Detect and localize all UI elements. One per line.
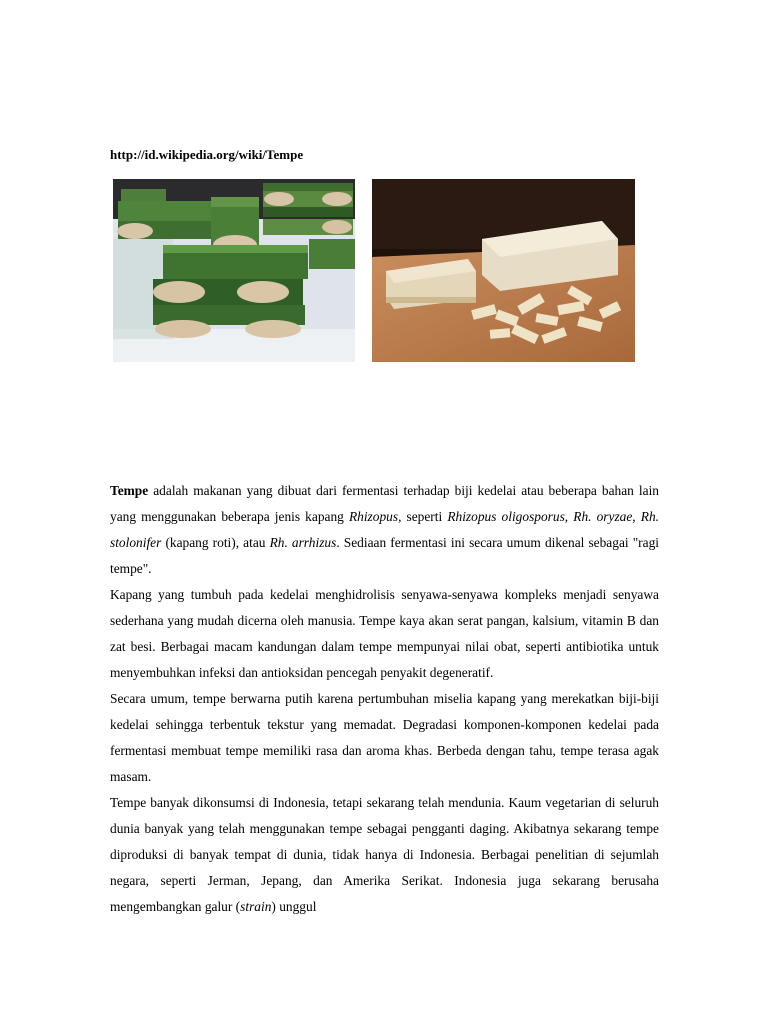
- source-link[interactable]: http://id.wikipedia.org/wiki/Tempe: [110, 147, 304, 162]
- paragraph: [110, 478, 659, 582]
- paragraph-text: Tempe banyak dikonsumsi di Indonesia, tetapi sekarang telah mendunia. Kaum vegetarian di seluruh dunia banyak yang telah menggunakan tempe sebagai pengganti daging. Akibatnya sekarang tempe diproduksi di banyak tempat di dunia, tidak hanya di Indonesia. Berbagai penelitian di sejumlah negara, seperti Jerman, Jepang, dan Amerika Serikat. Indonesia juga sekarang berusaha mengembangkan galur (: [110, 795, 659, 914]
- paragraph-text: ,: [632, 509, 641, 524]
- paragraph: [110, 582, 659, 686]
- tempe-wrapped-in-banana-leaves-illustration: [113, 179, 355, 362]
- paragraph-text: Secara umum, tempe berwarna putih karena pertumbuhan miselia kapang yang merekatkan biji-biji kedelai sehingga terbentuk tekstur yang memadat. Degradasi komponen-komponen kedelai pada fermentasi membuat tempe memiliki rasa dan aroma khas. Berbeda dengan tahu, tempe terasa agak masam.: [110, 691, 659, 784]
- paragraph-text: . Sediaan fermentasi ini secara umum dikenal sebagai "ragi tempe".: [110, 535, 659, 576]
- italic-term: Rhizopus: [348, 509, 399, 524]
- italic-term: Rh. stolonifer: [110, 509, 659, 550]
- paragraph-text: (kapang roti), atau: [161, 535, 270, 550]
- bold-term: Tempe: [110, 483, 149, 498]
- italic-term: Rh. arrhizus: [269, 535, 337, 550]
- paragraph-text: , seperti: [398, 509, 448, 524]
- paragraph-text: adalah makanan yang dibuat dari fermentasi terhadap biji kedelai atau beberapa bahan lain yang menggunakan beberapa jenis kapang: [110, 483, 659, 524]
- article-body: [110, 478, 659, 920]
- tempe-blocks-on-cutting-board-illustration: [372, 179, 635, 362]
- italic-term: strain: [240, 899, 272, 914]
- paragraph-text: ,: [564, 509, 574, 524]
- paragraph: [110, 686, 659, 790]
- tempe-blocks-on-cutting-board-photo: [372, 179, 635, 362]
- paragraph-text: ) unggul: [271, 899, 317, 914]
- italic-term: Rh. oryzae: [573, 509, 633, 524]
- italic-term: Rhizopus oligosporus: [447, 509, 565, 524]
- paragraph-text: Kapang yang tumbuh pada kedelai menghidrolisis senyawa-senyawa kompleks menjadi senyawa sederhana yang mudah dicerna oleh manusia. Tempe kaya akan serat pangan, kalsium, vitamin B dan zat besi. Berbagai macam kandungan dalam tempe mempunyai nilai obat, seperti antibiotika untuk menyembuhkan infeksi dan antioksidan pencegah penyakit degeneratif.: [110, 587, 659, 680]
- tempe-wrapped-in-banana-leaves-photo: [113, 179, 355, 362]
- paragraph: [110, 790, 659, 920]
